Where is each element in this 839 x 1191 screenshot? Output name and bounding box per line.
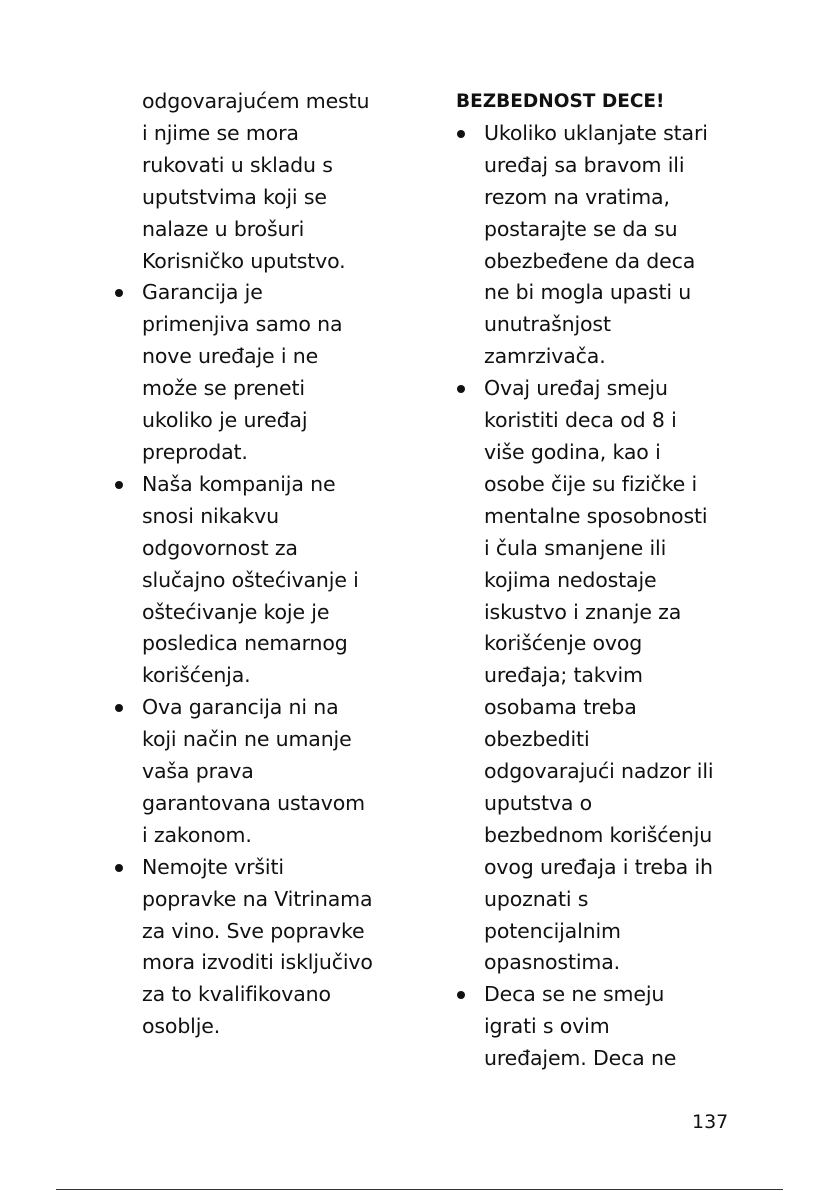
section-heading: BEZBEDNOST DECE! <box>456 91 665 112</box>
text-line: postarajte se da su <box>484 216 678 241</box>
bullet-icon <box>457 130 465 138</box>
text-line: oštećivanje koje je <box>142 599 330 624</box>
text-line: Ukoliko uklanjate stari <box>484 120 708 145</box>
text-line: potencijalnim <box>484 918 621 943</box>
text-line: uređaj sa bravom ili <box>484 152 685 177</box>
text-line: odgovornost za <box>142 535 298 560</box>
list-item <box>456 118 746 373</box>
text-line: unutrašnjost <box>484 312 611 337</box>
text-line: Korisničko uputstvo. <box>142 248 346 273</box>
text-line: nove uređaje i ne <box>142 344 319 369</box>
text-line: više godina, kao i <box>484 439 661 464</box>
text-line: slučajno oštećivanje i <box>142 567 359 592</box>
text-line: rezom na vratima, <box>484 184 670 209</box>
text-line: može se preneti <box>142 376 305 401</box>
list-item <box>114 277 389 468</box>
text-line: Garancija je <box>142 280 263 305</box>
text-line: odgovarajućem mestu <box>142 89 370 113</box>
text-line: mentalne sposobnosti <box>484 503 708 528</box>
text-line: Nemojte vršiti <box>142 854 284 879</box>
text-line: mora izvoditi isključivo <box>142 950 373 975</box>
text-line: osobama treba <box>484 695 637 720</box>
text-line: Ovaj uređaj smeju <box>484 376 668 401</box>
list-item <box>114 852 389 1043</box>
text-line: korišćenje ovog <box>484 631 643 656</box>
list-item <box>456 373 746 979</box>
page-number: 137 <box>692 1111 729 1133</box>
text-line: za to kvalifikovano <box>142 982 331 1007</box>
text-line: garantovana ustavom <box>142 790 365 815</box>
text-line: uputstvima koji se <box>142 184 327 209</box>
text-line: rukovati u skladu s <box>142 152 333 177</box>
text-line: posledica nemarnog <box>142 631 348 656</box>
text-line: uputstva o <box>484 790 593 815</box>
list-item <box>114 692 389 852</box>
text-line: upoznati s <box>484 886 589 911</box>
text-line: i zakonom. <box>142 822 252 847</box>
text-line: kojima nedostaje <box>484 567 657 592</box>
bullet-icon <box>457 385 465 393</box>
text-line: koji način ne umanje <box>142 727 352 752</box>
right-bullet-list <box>456 118 746 1075</box>
text-line: popravke na Vitrinama <box>142 886 373 911</box>
bullet-icon <box>115 704 123 712</box>
text-line: bezbednom korišćenju <box>484 822 713 847</box>
bullet-icon <box>115 481 123 489</box>
text-line: obezbeđene da deca <box>484 248 696 273</box>
text-line: osoblje. <box>142 1014 221 1039</box>
text-line: i njime se mora <box>142 120 299 145</box>
list-item <box>456 979 746 1075</box>
text-line: Ova garancija ni na <box>142 695 339 720</box>
text-line: i čula smanjene ili <box>484 535 667 560</box>
text-line: preprodat. <box>142 439 248 464</box>
text-line: koristiti deca od 8 i <box>484 408 677 433</box>
text-line: ovog uređaja i treba ih <box>484 854 713 879</box>
text-line: uređaja; takvim <box>484 663 643 688</box>
bullet-icon <box>115 864 123 872</box>
left-column <box>114 86 389 1043</box>
text-line: nalaze u brošuri <box>142 216 305 241</box>
text-line: opasnostima. <box>484 950 620 975</box>
text-line: Naša kompanija ne <box>142 471 336 496</box>
right-column <box>456 86 746 1075</box>
text-line: vaša prava <box>142 759 254 784</box>
text-line: korišćenja. <box>142 663 251 688</box>
text-line: zamrzivača. <box>484 344 606 369</box>
text-line: primenjiva samo na <box>142 312 343 337</box>
text-line: iskustvo i znanje za <box>484 599 682 624</box>
text-line: osobe čije su fizičke i <box>484 471 698 496</box>
text-line: snosi nikakvu <box>142 503 279 528</box>
bullet-icon <box>115 289 123 297</box>
text-line: ne bi mogla upasti u <box>484 280 692 305</box>
text-line: ukoliko je uređaj <box>142 408 308 433</box>
text-line: obezbediti <box>484 727 590 752</box>
footer-divider <box>56 1189 783 1190</box>
list-item <box>114 469 389 692</box>
text-line: igrati s ovim <box>484 1014 610 1039</box>
text-line: odgovarajući nadzor ili <box>484 759 714 784</box>
text-line: za vino. Sve popravke <box>142 918 365 943</box>
text-line: uređajem. Deca ne <box>484 1046 677 1071</box>
bullet-icon <box>457 991 465 999</box>
continuation-paragraph <box>114 86 389 277</box>
text-line: Deca se ne smeju <box>484 982 665 1007</box>
left-bullet-list <box>114 277 389 1043</box>
